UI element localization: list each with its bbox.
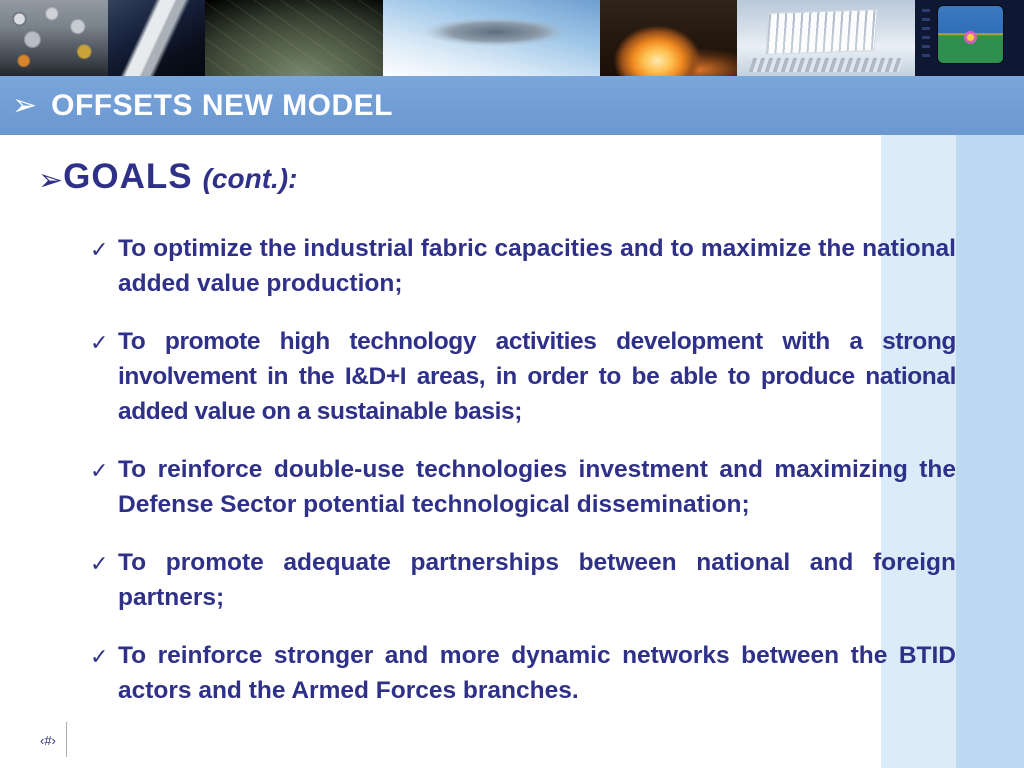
industrial-welding-flame-photo [600, 0, 737, 76]
bullet-text: To reinforce stronger and more dynamic networks between the BTID actors and the Armed Forces branches. [118, 642, 956, 704]
checkmark-icon: ✓ [90, 237, 109, 262]
aircraft-cockpit-panel-photo [0, 0, 108, 76]
bullet-text: To optimize the industrial fabric capacities and to maximize the national added value production; [118, 235, 956, 297]
slide-title: OFFSETS NEW MODEL [51, 88, 393, 122]
section-heading [38, 157, 1024, 197]
car-gear-shifter-photo [108, 0, 205, 76]
bullet-text: To reinforce double-use technologies investment and maximizing the Defense Sector potential technological dissemination; [118, 456, 956, 518]
list-item [90, 324, 956, 429]
arrowhead-bullet-icon: ➢ [38, 164, 64, 197]
section-heading-title: GOALS [63, 157, 193, 196]
checkmark-icon: ✓ [90, 644, 109, 669]
photo-strip [0, 0, 1024, 76]
list-item [90, 638, 956, 708]
laptop-computer-photo [737, 0, 915, 76]
bullet-text: To promote adequate partnerships between national and foreign partners; [118, 549, 956, 611]
arrowhead-bullet-icon: ➢ [12, 88, 38, 122]
section-heading-suffix: (cont.): [202, 163, 298, 194]
goals-bullet-list [90, 231, 956, 708]
checkmark-icon: ✓ [90, 458, 109, 483]
flight-instrument-display-photo [915, 0, 1024, 76]
list-item [90, 545, 956, 615]
slide-body [0, 135, 1024, 731]
checkmark-icon: ✓ [90, 551, 109, 576]
checkmark-icon: ✓ [90, 330, 109, 355]
bullet-text: To promote high technology activities development with a strong involvement in the I&D+I areas, in order to be able to produce national added value on a sustainable basis; [118, 328, 956, 425]
list-item [90, 231, 956, 301]
fighter-jet-photo [383, 0, 600, 76]
earth-from-space-photo [205, 0, 383, 76]
list-item [90, 452, 956, 522]
page-number-placeholder: ‹#› [40, 733, 56, 748]
slide-title-banner [0, 76, 1024, 135]
